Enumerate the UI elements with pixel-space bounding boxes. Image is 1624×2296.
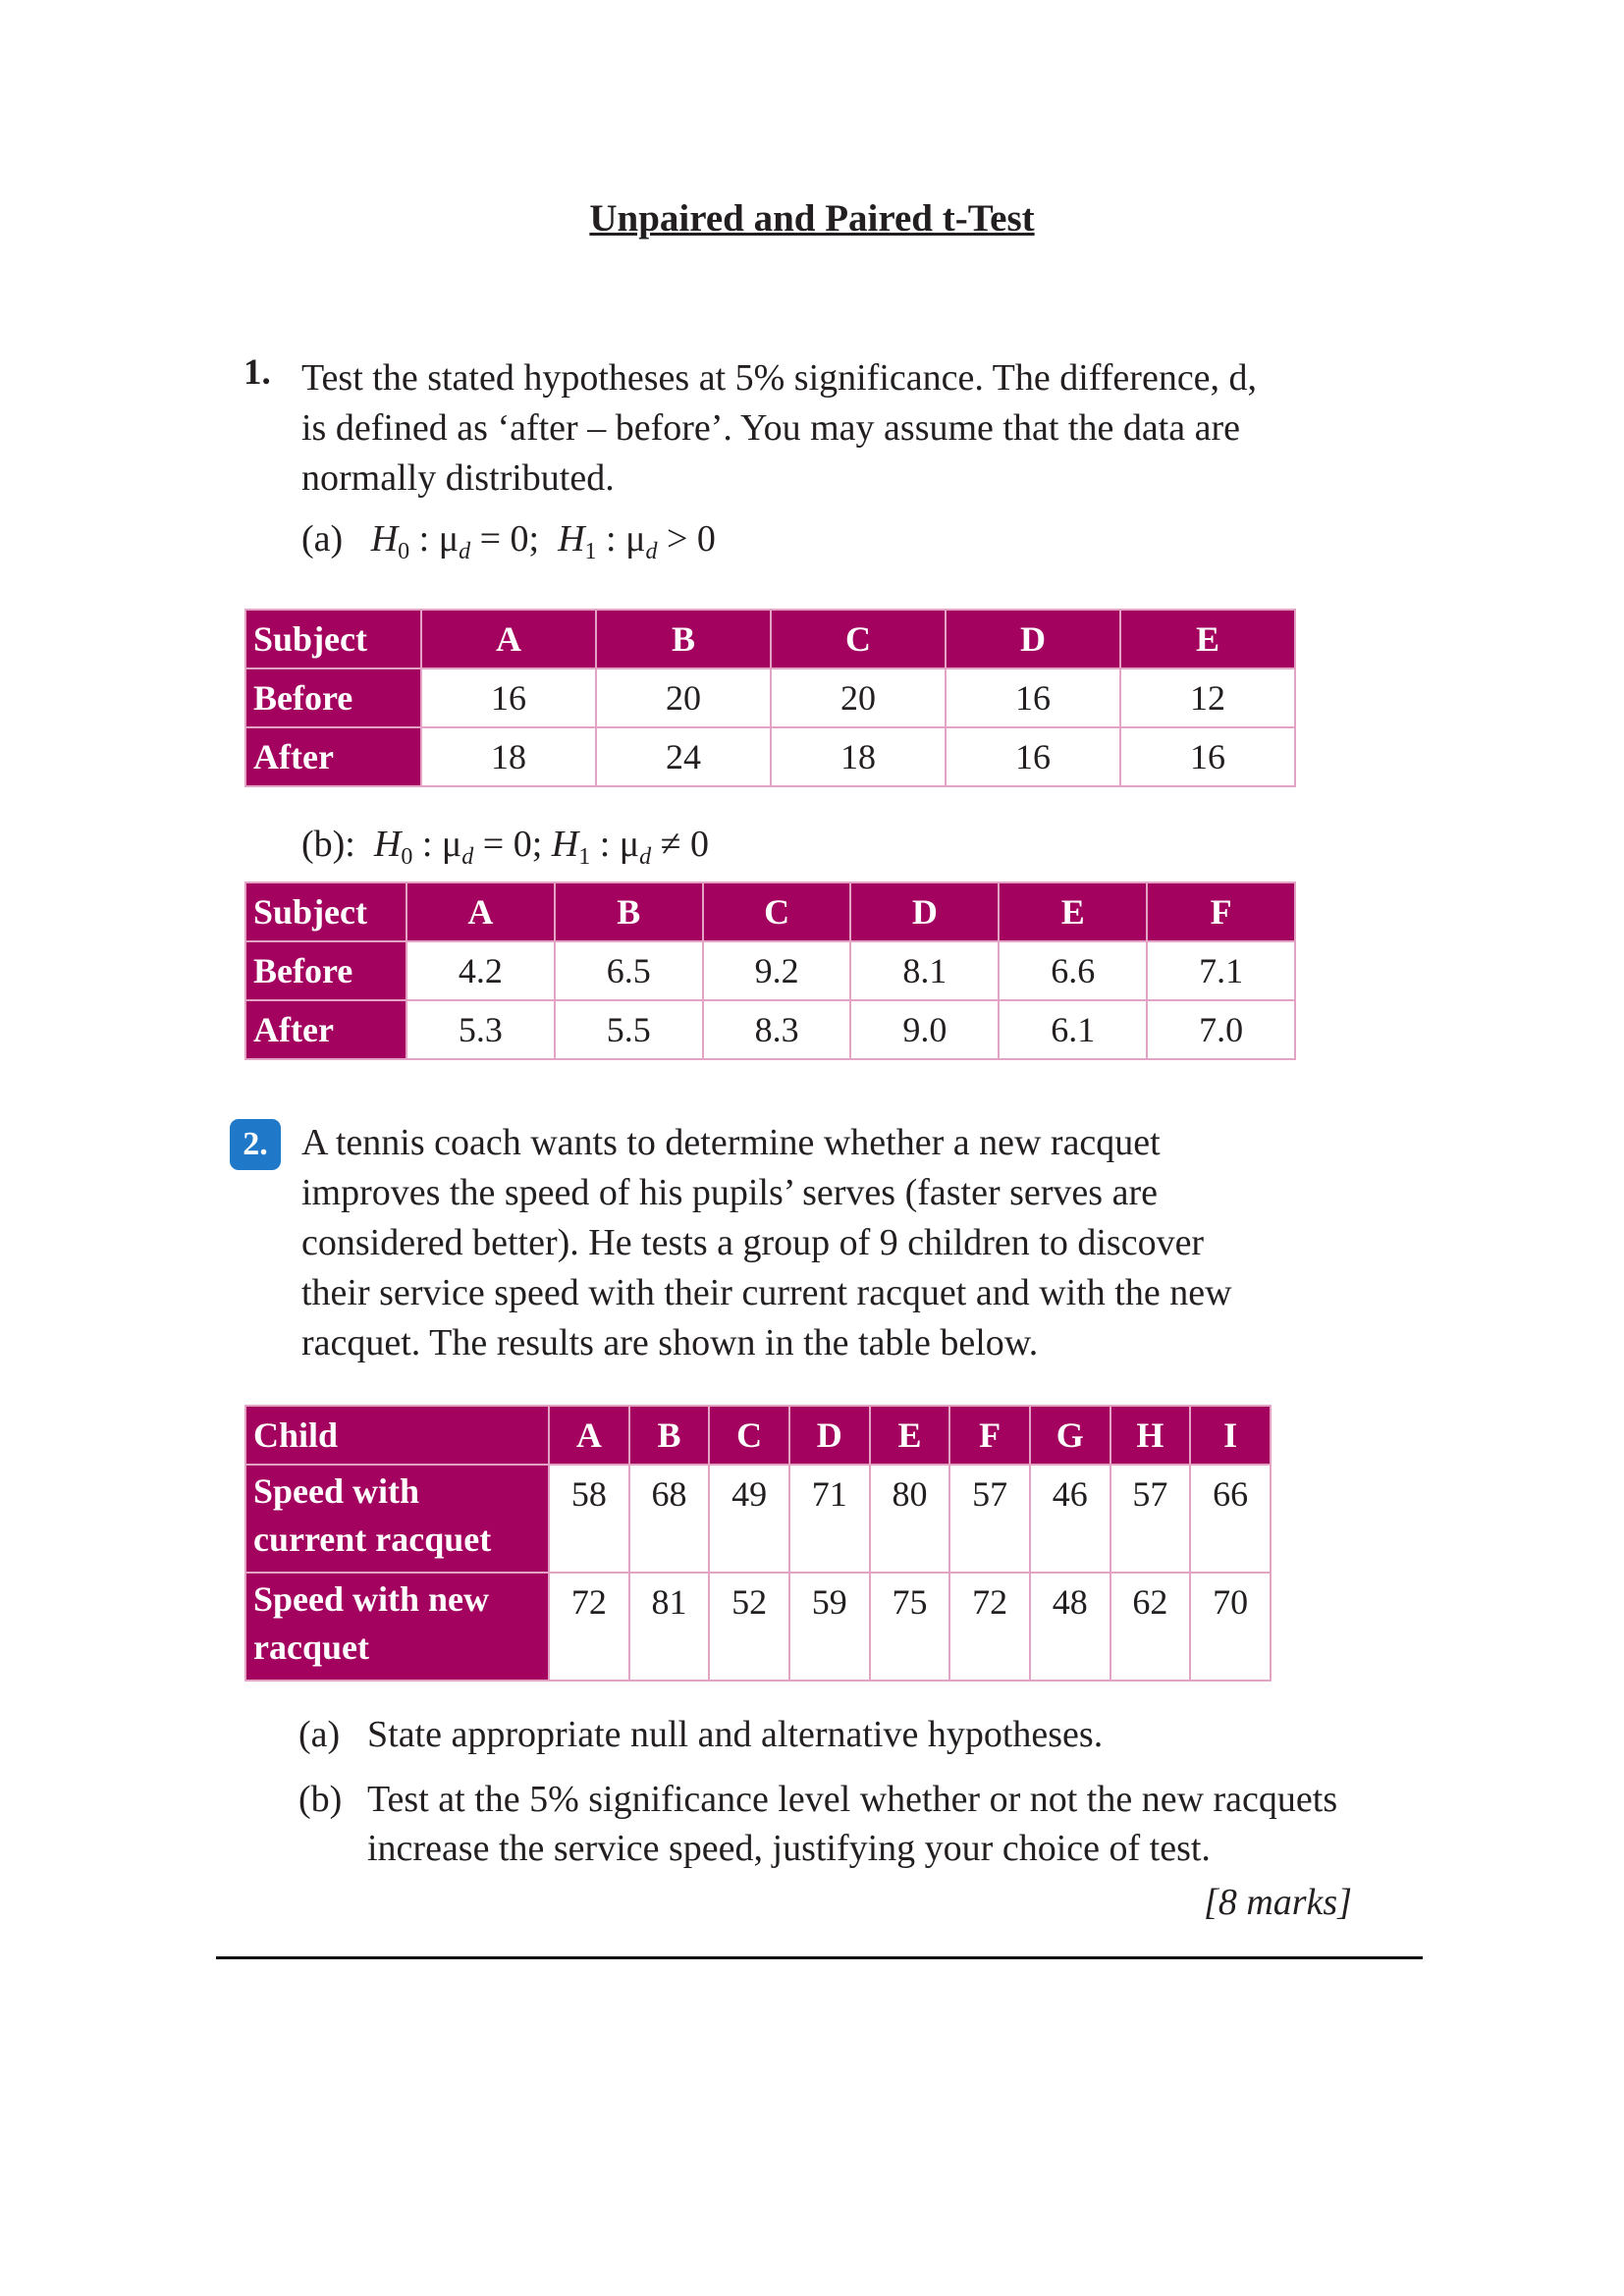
table-part-b xyxy=(244,881,1296,1060)
table-cell: 66 xyxy=(1190,1465,1271,1573)
table-cell: 6.6 xyxy=(999,941,1147,1000)
table-header-cell: A xyxy=(549,1406,629,1465)
table-cell: 57 xyxy=(949,1465,1030,1573)
question-2-line: their service speed with their current racquet and with the new xyxy=(301,1272,1232,1313)
table-part-a xyxy=(244,609,1296,787)
table-cell: 7.0 xyxy=(1147,1000,1295,1059)
table-header-cell: D xyxy=(789,1406,870,1465)
question-2-line: improves the speed of his pupils’ serves (faster serves are xyxy=(301,1172,1158,1213)
table-cell: 18 xyxy=(421,727,596,786)
question-2-line: A tennis coach wants to determine whether a new racquet xyxy=(301,1122,1161,1163)
part-a-hypothesis: (a) $H_0$ : $\mu_d = 0$; $H_1$ : $\mu_d > 0$ xyxy=(301,518,716,564)
question-2-line: considered better). He tests a group of 9 children to discover xyxy=(301,1222,1205,1263)
row-label-line: current racquet xyxy=(253,1520,492,1559)
table-row xyxy=(245,668,1295,727)
table-header-cell: B xyxy=(629,1406,710,1465)
table-header-cell: C xyxy=(771,610,946,668)
table-cell: 52 xyxy=(709,1573,789,1681)
table-cell: 8.3 xyxy=(703,1000,851,1059)
part-text-line: State appropriate null and alternative hypotheses. xyxy=(367,1714,1104,1755)
table-cell: 9.0 xyxy=(850,1000,999,1059)
table-header-cell: H xyxy=(1110,1406,1191,1465)
table-cell: 9.2 xyxy=(703,941,851,1000)
table-header-cell: F xyxy=(949,1406,1030,1465)
table-header-cell: A xyxy=(421,610,596,668)
part-text-line: increase the service speed, justifying your choice of test. xyxy=(367,1828,1211,1869)
part-a-label: (a) xyxy=(301,518,344,560)
table-header-cell: B xyxy=(596,610,771,668)
marks-label: [8 marks] xyxy=(1204,1882,1352,1923)
table-cell: 5.5 xyxy=(555,1000,703,1059)
part-b-label: (b): xyxy=(301,824,355,865)
table-row xyxy=(245,1465,1271,1573)
table-cell: 20 xyxy=(771,668,946,727)
table-cell: 59 xyxy=(789,1573,870,1681)
table-cell: 58 xyxy=(549,1465,629,1573)
question-2-text xyxy=(301,1118,1232,1368)
table-cell: 72 xyxy=(549,1573,629,1681)
row-label xyxy=(245,1465,549,1573)
table-cell: 16 xyxy=(421,668,596,727)
table-cell: 8.1 xyxy=(850,941,999,1000)
table-header-cell: D xyxy=(850,882,999,941)
table-cell: 62 xyxy=(1110,1573,1191,1681)
table-row xyxy=(245,941,1295,1000)
table-racquet-speeds xyxy=(244,1405,1272,1682)
table-cell: 20 xyxy=(596,668,771,727)
table-cell: 72 xyxy=(949,1573,1030,1681)
table-header-cell: E xyxy=(870,1406,950,1465)
row-label-line: Speed with xyxy=(253,1471,420,1511)
page-title: Unpaired and Paired t-Test xyxy=(589,197,1035,240)
part-b-hypothesis: (b): $H_0$ : $\mu_d = 0$; $H_1$ : $\mu_d \ne 0$ xyxy=(301,824,710,870)
question-2-line: racquet. The results are shown in the table below. xyxy=(301,1322,1039,1363)
question-1-line: normally distributed. xyxy=(301,457,615,499)
question-1-line: Test the stated hypotheses at 5% significance. The difference, d, xyxy=(301,357,1258,399)
question-2-part-a xyxy=(298,1710,1103,1759)
table-cell: 48 xyxy=(1030,1573,1110,1681)
table-cell: 5.3 xyxy=(406,1000,555,1059)
table-header-cell: C xyxy=(709,1406,789,1465)
part-label: (b) xyxy=(298,1779,343,1820)
table-header-cell: Subject xyxy=(245,610,421,668)
table-cell: 16 xyxy=(1120,727,1295,786)
question-2-part-b xyxy=(298,1775,1337,1873)
table-cell: 24 xyxy=(596,727,771,786)
row-label-line: Speed with new xyxy=(253,1579,490,1619)
table-cell: 6.5 xyxy=(555,941,703,1000)
table-header-cell: I xyxy=(1190,1406,1271,1465)
table-cell: 6.1 xyxy=(999,1000,1147,1059)
table-header-cell: A xyxy=(406,882,555,941)
horizontal-rule xyxy=(216,1956,1423,1959)
table-cell: 80 xyxy=(870,1465,950,1573)
table-header-cell: Subject xyxy=(245,882,406,941)
table-cell: 16 xyxy=(946,668,1120,727)
part-label: (a) xyxy=(298,1714,341,1755)
table-cell: 71 xyxy=(789,1465,870,1573)
table-cell: 46 xyxy=(1030,1465,1110,1573)
table-header-cell: C xyxy=(703,882,851,941)
row-label: After xyxy=(245,1000,406,1059)
table-header-cell: D xyxy=(946,610,1120,668)
table-cell: 75 xyxy=(870,1573,950,1681)
table-cell: 49 xyxy=(709,1465,789,1573)
table-cell: 70 xyxy=(1190,1573,1271,1681)
table-cell: 12 xyxy=(1120,668,1295,727)
table-cell: 7.1 xyxy=(1147,941,1295,1000)
table-header-cell: Child xyxy=(245,1406,549,1465)
question-1-number: 1. xyxy=(244,352,271,393)
row-label: Before xyxy=(245,668,421,727)
table-cell: 68 xyxy=(629,1465,710,1573)
row-label: After xyxy=(245,727,421,786)
table-row xyxy=(245,1573,1271,1681)
table-header-cell: E xyxy=(999,882,1147,941)
table-cell: 57 xyxy=(1110,1465,1191,1573)
question-1-text xyxy=(301,353,1257,504)
table-row xyxy=(245,727,1295,786)
table-header-cell: G xyxy=(1030,1406,1110,1465)
question-1-line: is defined as ‘after – before’. You may assume that the data are xyxy=(301,407,1240,449)
table-cell: 4.2 xyxy=(406,941,555,1000)
question-2-number-badge: 2. xyxy=(230,1119,281,1170)
table-row xyxy=(245,1000,1295,1059)
table-header-cell: B xyxy=(555,882,703,941)
row-label xyxy=(245,1573,549,1681)
table-cell: 18 xyxy=(771,727,946,786)
table-header-cell: E xyxy=(1120,610,1295,668)
row-label: Before xyxy=(245,941,406,1000)
table-cell: 81 xyxy=(629,1573,710,1681)
part-text-line: Test at the 5% significance level whether or not the new racquets xyxy=(367,1779,1338,1820)
table-header-cell: F xyxy=(1147,882,1295,941)
table-cell: 16 xyxy=(946,727,1120,786)
row-label-line: racquet xyxy=(253,1628,369,1667)
